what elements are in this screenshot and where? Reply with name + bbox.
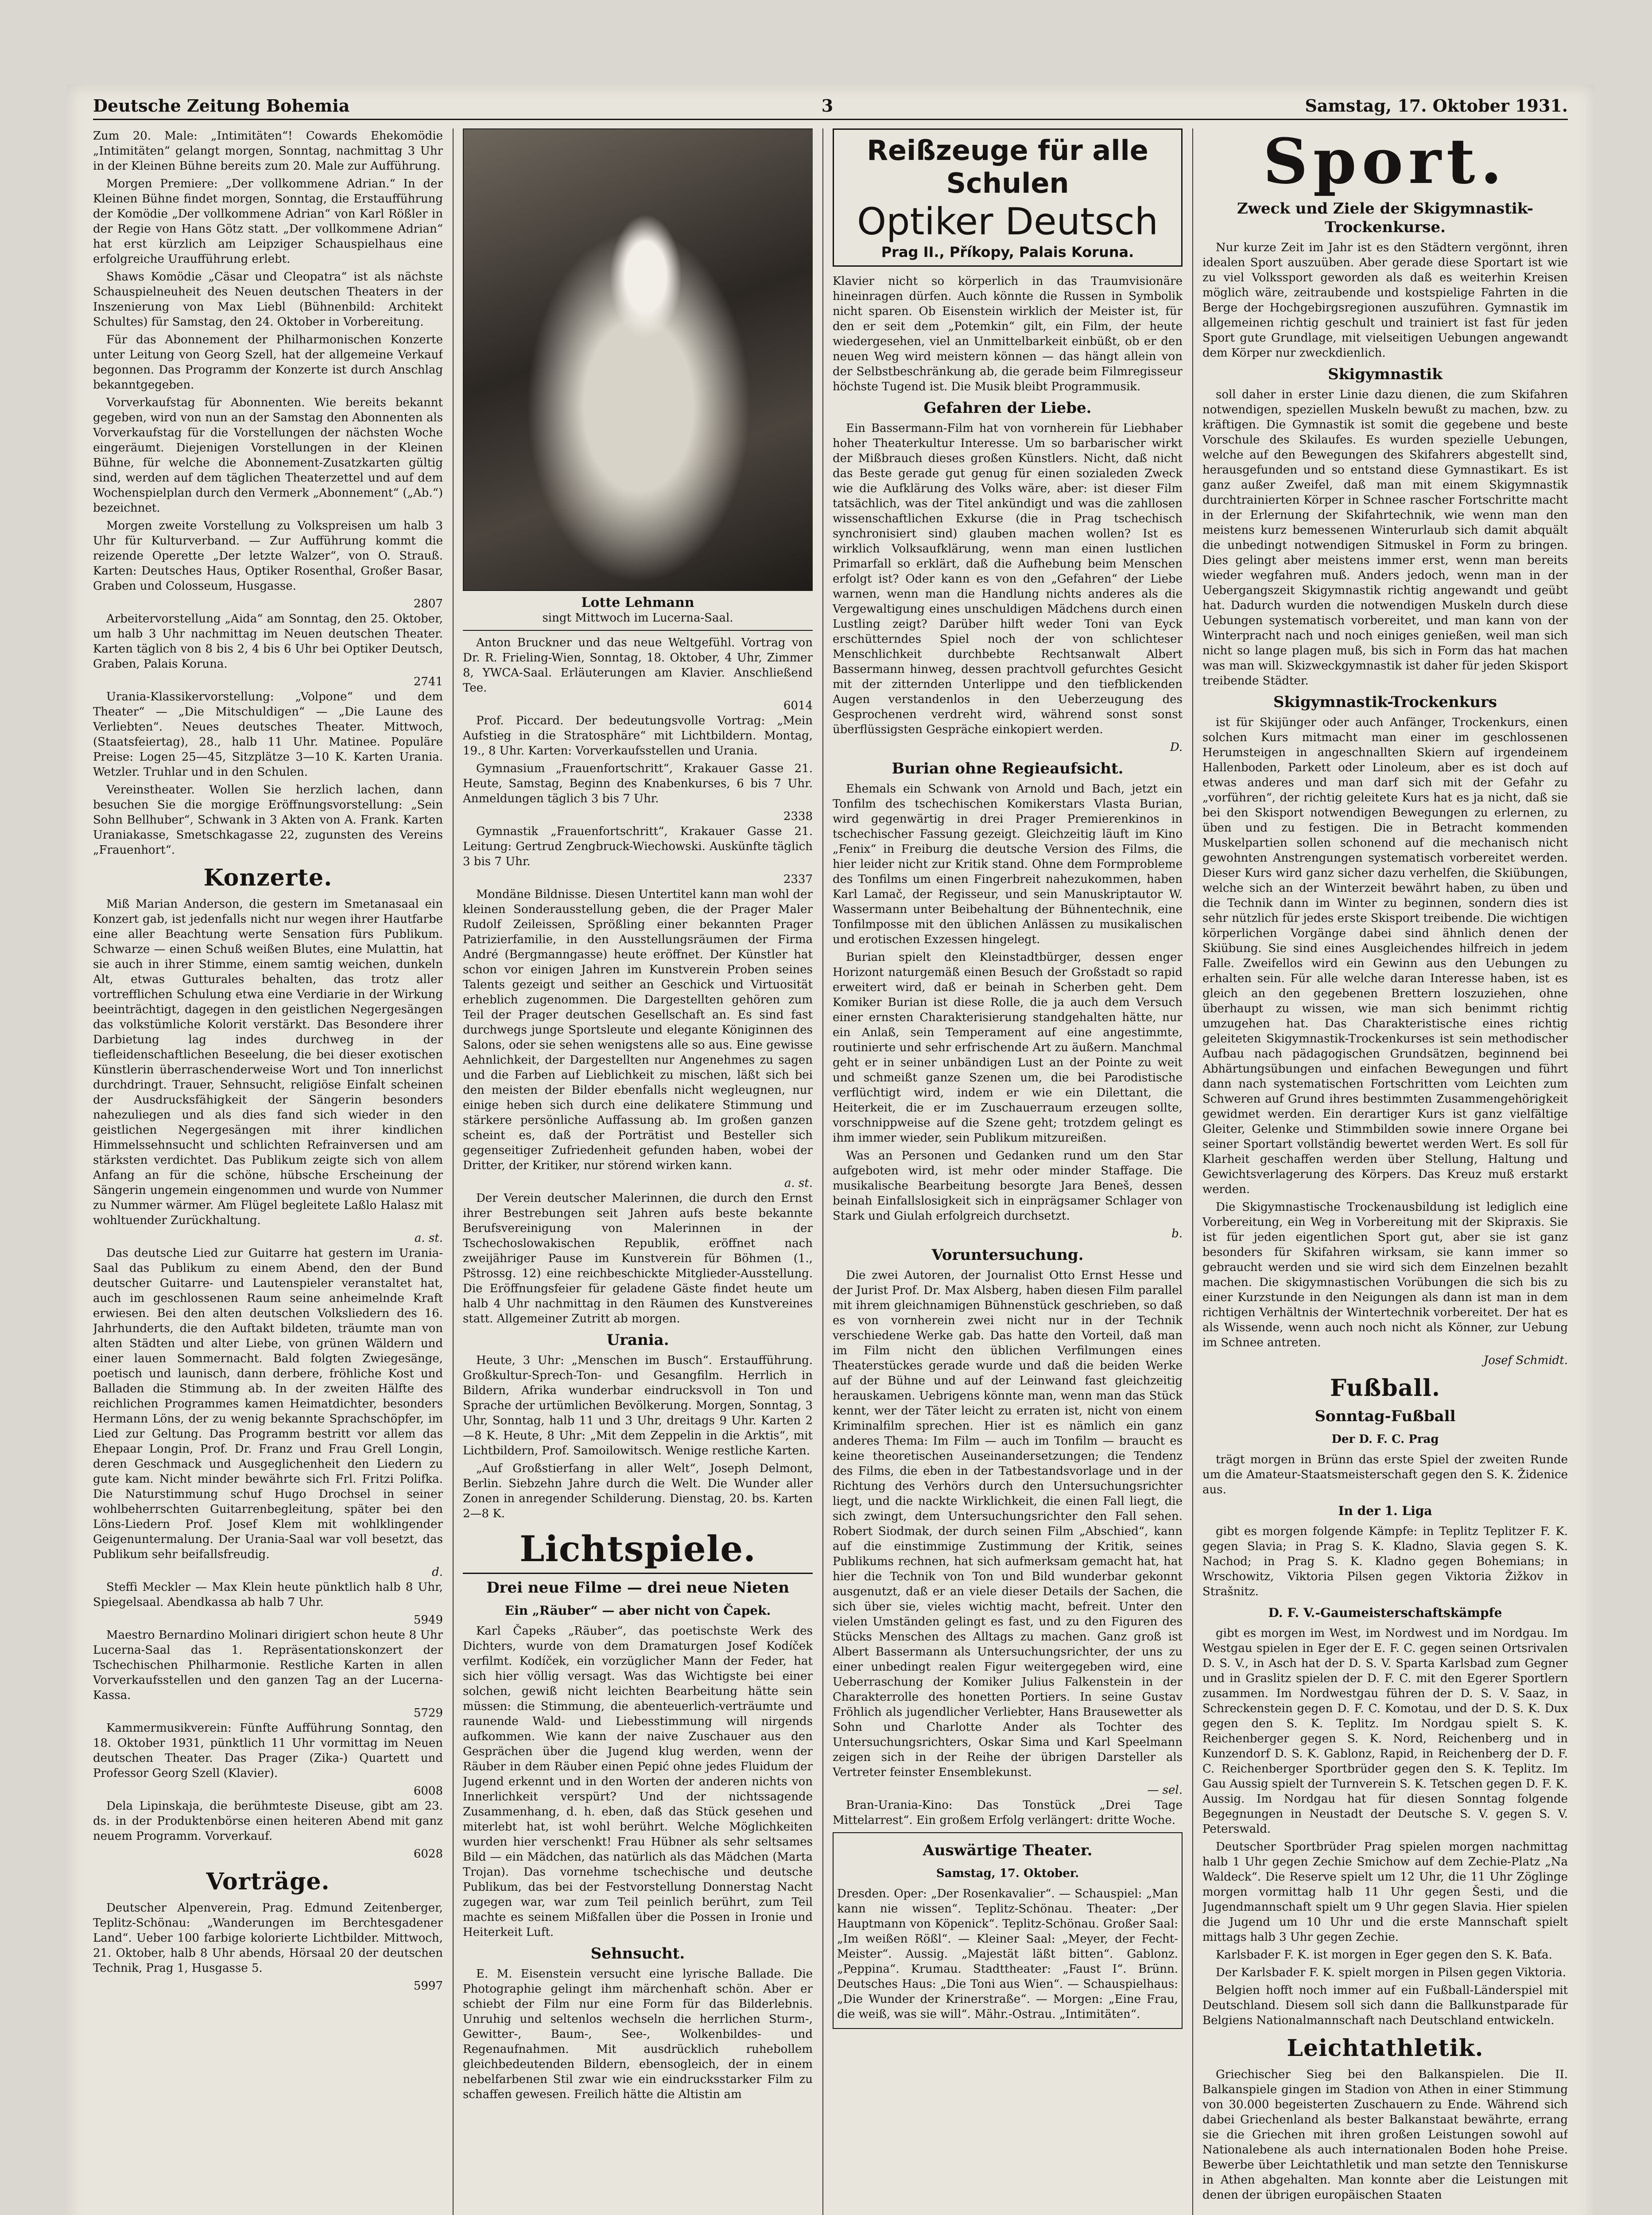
article-liga: gibt es morgen folgende Kämpfe: in Teplitz Teplitzer F. K. gegen Slavia; in Prag S. K. Kladno, Slavia gegen S. K. Nachod; in Prag S. K. Kladno gegen Bohemians; in Wrschowitz, Viktoria Pilsen gegen Viktoria Žižkov in Strašnitz.	[1202, 1525, 1568, 1598]
article-alpenverein: Deutscher Alpenverein, Prag. Edmund Zeitenberger, Teplitz-Schönau: „Wanderungen im Berchtesgadener Land“. Ueber 100 farbige kolorierte Lichtbilder. Mittwoch, 21. Oktober, halb 8 Uhr abends, Hörsaal 20 der deutschen Technik, Prag 1, Husgasse 5.	[93, 1901, 443, 1975]
ref-number: 6014	[783, 699, 813, 712]
signature: b.	[1171, 1227, 1183, 1240]
column-3	[833, 128, 1183, 2215]
article-burian-3: Was an Personen und Gedanken rund um den Star aufgeboten wird, ist mehr oder minder Staffage. Die musikalische Bearbeitung besorgte Jara Beneš, dessen beinah Einfallslosigkeit sich in einprägsamer Schlager von Stark und Giulah erfolgreich durchsetzt.	[833, 1149, 1183, 1223]
masthead-paper-name: Deutsche Zeitung Bohemia	[93, 95, 350, 116]
ref-number: 6008	[413, 1784, 443, 1798]
article-balkanspiele: Griechischer Sieg bei den Balkanspielen. Die II. Balkanspiele gingen im Stadion von Athen in einer Stimmung von 30.000 begeisterten Zuschauern zu Ende. Während sich dabei Griechenland als bester Balkanstaat bewährte, errang sie die Griechen mit ihren großen Leistungen sowohl auf Nationalebene als auch internationalen Boden hohe Preise. Bewerbe über Leichtathletik und man setzte den Tenniskurse in Athen abgehalten. Man konnte aber die Leistungen mit denen der übrigen europäischen Staaten	[1202, 2068, 1568, 2202]
masthead	[93, 92, 1568, 120]
section-heading-leichtathletik: Leichtathletik.	[1287, 2035, 1484, 2062]
column-2	[463, 128, 813, 2215]
article-bran-urania: Bran-Urania-Kino: Das Tonstück „Drei Tage Mittelarrest“. Ein großem Erfolg verlängert: dritte Woche.	[833, 1799, 1183, 1827]
subheading-trockenkurs: Skigymnastik-Trockenkurs	[1273, 693, 1497, 711]
article-meckler: Steffi Meckler — Max Klein heute pünktlich halb 8 Uhr, Spiegelsaal. Abendkassa ab halb 7 Uhr.	[93, 1581, 443, 1609]
article-raeuber: Karl Čapeks „Räuber“, das poetischste Werk des Dichters, wurde von dem Dramaturgen Josef Kodíček verfilmt. Kodíček, ein vorzüglicher Mann der Feder, hat sich hier völlig versagt. Was das Wichtigste bei einer solchen, gewiß nicht leichten Bearbeitung hätte sein müssen: die Stimmung, die abenteuerlich-verträumte und raunende Wald- und Liebesstimmung will nirgends aufkommen. Wie kann der naive Zuschauer aus den Gesprächen über die Jugend klug werden, wenn der Räuber in dem Räuber einen Pepić ohne jedes Fluidum der Jugend erkennt und in den Worten der anderen nichts von Innerlichkeit verspürt? Und der nichtssagende Zusammenhang, d. h. eben, daß das Stück gesehen und miterlebt hat, ist wohl berührt. Welche Möglichkeiten wurden hier verschenkt! Frau Hübner als sehr seltsames Bild — ein Mädchen, das natürlich als das Mädchen (Marta Trojan). Das vornehme tschechische und deutsche Publikum, das bei der Festvorstellung Donnerstag Nacht zugegen war, war zum Teil peinlich berührt, zum Teil machte es seinem Mißfallen über die Possen in Ironie und Heiterkeit Luft.	[463, 1624, 813, 1939]
ref-number: 5949	[413, 1613, 443, 1627]
article-sehnsucht-cont: Klavier nicht so körperlich in das Traumvisionäre hineinragen dürfen. Auch könnte die Russen in Symbolik nicht sparen. Ob Eisenstein wirklich der Meister ist, für den er seit dem „Potemkin“ gilt, ein Film, der heute wiedergesehen, viel an Unmittelbarkeit einbüßt, ob er den neuen Weg wird meistern können — das hängt allein von der Selbstbeschränkung ab, die gerade beim Filmregisseur höchste Tugend ist. Die Musik bleibt Programmusik.	[833, 275, 1183, 393]
photo-caption-name: Lotte Lehmann	[581, 595, 694, 610]
ad-headline: Reißzeuge für alle Schulen	[867, 134, 1148, 199]
box-title: Auswärtige Theater.	[923, 1842, 1093, 1859]
subheading-gaumeister: D. F. V.-Gaumeisterschaftskämpfe	[1268, 1605, 1502, 1620]
article-urania-stierfang: „Auf Großstierfang in aller Welt“, Joseph Delmont, Berlin. Siebzehn Jahre durch die Welt. Die Wunder aller Zonen in anregender Schilderung. Dienstag, 20. bs. Karten 2—8 K.	[463, 1462, 813, 1520]
column-rule	[453, 128, 454, 2215]
subheading-dfc: Der D. F. C. Prag	[1331, 1433, 1439, 1446]
article-karlsbad-2: Der Karlsbader F. K. spielt morgen in Pilsen gegen Viktoria.	[1216, 1966, 1567, 1979]
article-guitarre: Das deutsche Lied zur Guitarre hat gestern im Urania-Saal das Publikum zu einem Abend, den der Bund deutscher Guitarre- und Lautenspieler veranstaltet hat, auch im geschlossenen Raum seine anheimelnde Kraft erwiesen. Bei den alten deutschen Volksliedern des 16. Jahrhunderts, die den Auftakt bildeten, träumte man von alten Städten und alter Liebe, von grünen Wäldern und einer lauen Sommernacht. Bald folgten Zwiegesänge, poetisch und launisch, dann derbere, fröhliche Kost und Balladen die Stimmung ab. In der zweiten Hälfte des reichlichen Programmes kamen Heimatdichter, besonders Hermann Löns, der zu wenig bekannte Sprachschöpfer, im Lied zur Geltung. Das Programm bestritt vor allem das Ehepaar Longin, Prof. Dr. Franz und Frau Grell Longin, deren Geschmack und Ausgeglichenheit den Liedern zu gute kam. Nicht minder bewährte sich Frl. Fritzi Polifka. Die Naturstimmung schuf Hugo Drochsel in seiner wohlbeherrschten Guitarrenbegleitung, später bei den Löns-Liedern Prof. Josef Klem mit wohlklingender Geigenuntermalung. Der Urania-Saal war voll besetzt, das Publikum sehr beifallsfreudig.	[93, 1247, 443, 1561]
article-vereinstheater: Vereinstheater. Wollen Sie herzlich lachen, dann besuchen Sie die morgige Eröffnungsvorstellung: „Sein Sohn Bellhuber“, Schwank in 3 Akten von A. Frank. Karten Uraniakasse, Smetschkagasse 22, zugunsten des Vereins „Frauenhort“.	[93, 783, 443, 857]
article-anderson: Miß Marian Anderson, die gestern im Smetanasaal ein Konzert gab, ist jedenfalls nicht nur wegen ihrer Hautfarbe eine aller Beachtung werte Sensation fürs Publikum. Schwarze — einen Schuß weißen Blutes, eine Mulattin, hat sie auch in ihrer Stimme, einem samtig weichen, dunkeln Alt, etwas Gutturales behalten, das trotz aller vortrefflichen Schulung etwa eine Verdiarie in der Wirkung beeinträchtigt, dagegen in den geistlichen Negergesängen das volkstümliche Kolorit verstärkt. Das Besondere ihrer Darbietung lag indes durchweg in der tiefleidenschaftlichen Beseelung, die bei dieser exotischen Künstlerin überraschenderweise Wort und Ton innerlichst durchdringt. Trauer, Sehnsucht, religiöse Einfalt scheinen der Ausdrucksfähigkeit der Sängerin besonders nahezuliegen und als dies fand sich wieder in den geistlichen Negergesängen mit ihrer kindlichen Himmelssehnsucht und schlichten Refrainversen und am stärksten verdichtet. Das Publikum zeigte sich von allem Anfang an für die schöne, hübsche Erscheinung der Sängerin ungemein eingenommen und wurde von Nummer zu Nummer wärmer. Am Flügel begleitete Laßlo Halasz mit wohltuender Zurückhaltung.	[93, 898, 443, 1227]
signature: D.	[1170, 741, 1183, 754]
ref-number: 5729	[413, 1706, 443, 1720]
section-heading-konzerte: Konzerte.	[203, 864, 333, 891]
article-ski-main: soll daher in erster Linie dazu dienen, die zum Skifahren notwendigen, speziellen Muskeln bewußt zu machen, bzw. zu kräftigen. Die Gymnastik ist somit die gegebene und beste Vorschule des Skilaufes. Es wurden spezielle Uebungen, welche auf den Bewegungen des Skifahrers abgestellt sind, herausgefunden und so entstand diese Gymnastikart. Es ist ganz außer Zweifel, daß man mit einem Skigymnastik durchtrainierten Körper in Schnee rascher Fortschritte macht in der Erlernung der Skifahrtechnik, wie wenn man den meistens kurz bemessenen Winterurlaub sich damit abquält die unbedingt notwendigen Sitmuskel in Form zu bringen. Dies gelingt aber meistens immer erst, wenn man bereits wieder wegfahren muß. Anders jedoch, wenn man in der Uebergangszeit Skigymnastik richtig angewandt und geübt hat. Dadurch wurden die notwendigen Muskeln durch diese Uebungen systematisch vorbereitet, und man kann von der Winterpracht nach und noch einiges genießen, weil man sich nicht so lange plagen muß, bis sich in Form das hat machen was man will. Skizweckgymnastik ist daher für jeden Skisport treibende Städter.	[1202, 388, 1568, 688]
article-belgien: Belgien hofft noch immer auf ein Fußball-Länderspiel mit Deutschland. Diesem soll sich dann die Ballkunstparade für Belgiens Nationalmannschaft nach Deutschland entwickeln.	[1202, 1984, 1568, 2027]
signature: a. st.	[414, 1232, 443, 1245]
signature: d.	[432, 1566, 443, 1579]
ref-number: 2741	[413, 675, 443, 688]
article-trockenkurs: ist für Skijünger oder auch Anfänger, Trockenkurs, einen solchen Kurs mitmacht man einer im geschlossenen Herumsteigen in angeschnallten Skiern auf irgendeinem Hallenboden, Parkett oder Linoleum, aber es ist doch auf etwas anderes und man darf sich mit der Gefahr zu „vorführen“, der richtig geleitete Kurs hat es ja nicht, daß sie bei den Skisport notwendigen Bewegungen zu erlernen, zu üben und zu festigen. Die in Betracht kommenden Muskelpartien sollen schonend auf die mechanisch nicht gewohnten Anstrengungen systematisch vorbereitet werden. Dieser Kurs wird ganz sicher dazu verhelfen, die Skiübungen, welche sich an der Winterzeit bewährt haben, zu üben und die Technik dann im Winter zu beginnen, sondern dies ist sehr nützlich für jedes erste Skisport treibende. Die wichtigen körperlichen Vorgänge dabei sind ähnlich denen der Skiübung. Sie sind eines Ausgleichendes hilfreich in jedem Falle. Zweifellos wird ein Gewinn aus den Uebungen zu erhalten sein. Für alle welche daran Interesse haben, ist es gleich an den gegebenen Brettern loszuziehen, ohne überhaupt zu wissen, wie man sich benimmt richtig umzugehen hat. Das Charakteristische eines richtig geleiteten Skigymnastik-Trockenkurses ist sein methodischer Aufbau nach pädagogischen Grundsätzen, beginnend bei Abhärtungsübungen und einfachen Bewegungen und führt dann nach systematischen Fortschritten vom Leichten zum Schweren auf Grund ihres bestimmten Zusammengehörigkeit gewidmet werden. Ein derartiger Kurs ist ganz vielfältige Gleiter, Gelenke und Stimmbilden sowie innere Organe bei seiner Sportart vollständig bewertet werden Wert. Es soll für Klarheit geschaffen werden über Stellung, Haltung und Gewichtsverlagerung des Körpers. Das Kreuz muß erstarkt werden.	[1202, 716, 1568, 1196]
section-heading-urania: Urania.	[606, 1331, 669, 1349]
article-burian-2: Burian spielt den Kleinstadtbürger, dessen enger Horizont naturgemäß einen Besuch der Großstadt so rapid erweitert wird, daß er beinah in Scherben geht. Dem Komiker Burian ist diese Rolle, die ja auch dem Versuch einer ernsten Charakterisierung standgehalten hätte, nur ein Anlaß, sein Temperament auf eine angestimmte, routinierte und sehr erfrischende Art zu äußern. Manchmal geht er in seiner unbändigen Lust an der Pointe zu weit und schmeißt ganze Szenen um, die bei Parodistische verflüchtigt wird, indem er wie ein Dilettant, die Heiterkeit, die er im Zuschauerraum erzeugen sollte, vorschnippweise auf die Szene geht; trotzdem gelingt es ihm immer wieder, sein Publikum mitzureißen.	[833, 951, 1183, 1145]
subheading-skigymnastik: Skigymnastik	[1328, 365, 1443, 383]
article-mondaene-bildnisse: Mondäne Bildnisse. Diesen Untertitel kann man wohl der kleinen Sonderausstellung geben, die der Prager Maler Rudolf Zeileissen, Sprößling einer bekannten Prager Patrizierfamilie, in den Ausstellungsräumen der Firma André (Bergmanngasse) heute eröffnet. Der Künstler hat schon vor einigen Jahren im Kunstverein Proben seines Talents gezeigt und seither an Geschick und Virtuosität erheblich zugenommen. Die Dargestellten gehören zum Teil der Prager deutschen Gesellschaft an. Es sind fast durchwegs junge Sportsleute und elegante Königinnen des Salons, oder sie sehen wenigstens alle so aus. Eine gewisse Aehnlichkeit, der Dargestellten nur Angenehmes zu sagen und die Farben auf Lieblichkeit zu mischen, läßt sich bei den meisten der Bilder ebenfalls nicht wegleugnen, nur einige heben sich durch eine delikatere Stimmung und stärkere persönliche Auffassung ab. Im großen ganzen scheint es, daß der Porträtist und Besteller sich gegenseitiger Zufriedenheit gefunden haben, wobei der Dritter, der Kritiker, nur störend wirken kann.	[463, 888, 813, 1172]
subheading-drei-filme: Drei neue Filme — drei neue Nieten	[486, 1579, 789, 1597]
box-date: Samstag, 17. Oktober.	[936, 1867, 1079, 1880]
article-gymnastik: Gymnastik „Frauenfortschritt“, Krakauer Gasse 21. Leitung: Gertrud Zengbruck-Wiechowski. Auskünfte täglich 3 bis 7 Uhr.	[463, 825, 813, 868]
subheading-sonntag-fussball: Sonntag-Fußball	[1315, 1407, 1456, 1425]
article-malerinnen: Der Verein deutscher Malerinnen, die durch den Ernst ihrer Bestrebungen seit Jahren aufs beste bekannte Berufsvereinigung von Malerinnen in der Tschechoslowakischen Republik, eröffnet nach zweijähriger Pause im Kunstverein für Böhmen (1., Pštrossg. 12) eine reichbeschickte Mitglieder-Ausstellung. Die Eröffnungsfeier für geladene Gäste findet heute um halb 4 Uhr nachmittag in den Räumen des Kunstvereines statt. Allgemeiner Zutritt ab morgen.	[463, 1192, 813, 1325]
subheading-raeuber: Ein „Räuber“ — aber nicht von Čapek.	[504, 1603, 771, 1618]
article-dfc: trägt morgen in Brünn das erste Spiel der zweiten Runde um die Amateur-Staatsmeisterschaft gegen den S. K. Židenice aus.	[1202, 1453, 1568, 1496]
article-molinari: Maestro Bernardino Molinari dirigiert schon heute 8 Uhr Lucerna-Saal das 1. Repräsentationskonzert der Tschechischen Philharmonie. Restliche Karten in allen Vorverkaufsstellen und den ganzen Tag an der Lucerna-Kassa.	[93, 1628, 443, 1702]
signature: — sel.	[1147, 1784, 1183, 1797]
article-sehnsucht: E. M. Eisenstein versucht eine lyrische Ballade. Die Photographie gelingt ihm märchenhaft schön. Aber er schiebt der Film nur eine Form für das Bilderlebnis. Unruhig und seltenlos wechseln die herrlichen Sturm-, Gewitter-, Baum-, See-, Wolkenbildes- und Regenaufnahmen. Mit ausdrücklich ruhebollem gleichbedeutenden Bildern, ebensogleich, der in einem nebelfarbenen Stil zwar wie ein eindrucksstarker Film zu schaffen gewesen. Freilich hätte die Altistin am	[463, 1967, 813, 2101]
article-gymnasium: Gymnasium „Frauenfortschritt“, Krakauer Gasse 21. Heute, Samstag, Beginn des Knabenkurses, 6 bis 7 Uhr. Anmeldungen täglich 3 bis 7 Uhr.	[463, 762, 813, 805]
article-sportbrueder: Deutscher Sportbrüder Prag spielen morgen nachmittag halb 1 Uhr gegen Zechie Smichow auf dem Zechie-Platz „Na Waldeck“. Die Reserve spielt um 12 Uhr, die 11 Uhr Zöglinge morgen vormittag halb 11 Uhr gegen Šesti, und die Jugendmannschaft spielt um 9 Uhr gegen Slavia. Hier spielen die Jugend um 10 Uhr und die erste Mannschaft spielt mittags halb 3 Uhr gegen Zechie.	[1202, 1840, 1568, 1944]
signature: a. st.	[784, 1177, 813, 1190]
article-adrian: Morgen Premiere: „Der vollkommene Adrian.“ In der Kleinen Bühne findet morgen, Sonntag, die Erstaufführung der Komödie „Der vollkommene Adrian“ von Karl Rößler in der Regie von Hans Götz statt. „Der vollkommene Adrian“ hat erst kürzlich am Leipziger Schauspielhaus eine erfolgreiche Uraufführung erlebt.	[93, 177, 443, 266]
box-auswaertige-theater	[833, 1832, 1183, 2029]
subheading-skigymnastik-zweck: Zweck und Ziele der Skigymnastik-Trockenkurse.	[1237, 200, 1534, 236]
article-bruckner: Anton Bruckner und das neue Weltgefühl. Vortrag von Dr. R. Frieling-Wien, Sonntag, 18. Oktober, 4 Uhr, Zimmer 8, YWCA-Saal. Erläuterungen am Klavier. Anschließend Tee.	[463, 636, 813, 695]
ref-number: 2807	[413, 597, 443, 610]
subheading-sehnsucht: Sehnsucht.	[590, 1945, 685, 1962]
section-heading-fussball: Fußball.	[1330, 1375, 1440, 1402]
article-aida: Arbeitervorstellung „Aida“ am Sonntag, den 25. Oktober, um halb 3 Uhr nachmittag im Neuen deutschen Theater. Karten täglich von 8 bis 2, 4 bis 6 Uhr bei Optiker Deutsch, Graben, Palais Koruna.	[93, 612, 443, 671]
article-lipinskaja: Dela Lipinskaja, die berühmteste Diseuse, gibt am 23. ds. in der Produktenbörse einen heiteren Abend mit ganz neuem Programm. Vorverkauf.	[93, 1799, 443, 1843]
article-caesar: Shaws Komödie „Cäsar und Cleopatra“ ist als nächste Schauspielneuheit des Neuen deutschen Theaters in der Inszenierung von Max Liebl (Bühnenbild: Architekt Schultes) für Samstag, den 24. Oktober in Vorbereitung.	[93, 270, 443, 329]
article-burian-1: Ehemals ein Schwank von Arnold und Bach, jetzt ein Tonfilm des tschechischen Komikerstars Vlasta Burian, wird gegenwärtig in drei Prager Premierenkinos in tschechischer Fassung gezeigt. Gleichzeitig läuft im Kino „Fenix“ in Freiburg die deutsche Version des Films, die hier leider nicht zur Kritik stand. Ohne dem Formprobleme des Tonfilms um einen Fingerbreit nahezukommen, haben Karl Lamač, der Regisseur, und sein Manuskriptautor W. Wassermann unter Beibehaltung der Bühnentechnik, eine Tonfilmposse mit den üblichen Anlässen zu musikalischen und erotischen Exzessen hingelegt.	[833, 782, 1183, 946]
article-piccard: Prof. Piccard. Der bedeutungsvolle Vortrag: „Mein Aufstieg in die Stratosphäre“ mit Lichtbildern. Montag, 19., 8 Uhr. Karten: Vorverkaufsstellen und Urania.	[463, 714, 813, 758]
article-volkspreise: Morgen zweite Vorstellung zu Volkspreisen um halb 3 Uhr für Kulturverband. — Zur Aufführung kommt die reizende Operette „Der letzte Walzer“, von O. Strauß. Karten: Deutsches Haus, Optiker Rosenthal, Großer Basar, Graben und Colosseum, Husgasse.	[93, 519, 443, 593]
article-gaumeister: gibt es morgen im West, im Nordwest und im Nordgau. Im Westgau spielen in Eger der E. F. C. gegen seinen Ortsrivalen D. S. V., in Asch hat der D. S. V. Sparta Karlsbad zum Gegner und in Graslitz spielen der D. F. C. mit den Egerer Sportlern zusammen. Im Nordwestgau führen der D. S. V. Saaz, in Schreckenstein gegen D. F. C. Komotau, und der D. S. K. Dux gegen den S. K. Teplitz. Im Nordgau spielt S. K. Reichenberger gegen S. K. Nord, Reichenberg und in Kunzendorf D. S. K. Gablonz, Rapid, in Reichenberg der D. F. C. Reichenberger Sportbrüder gegen den S. K. Teplitz. Im Gau Aussig spielt der Turnverein S. K. Tetschen gegen D. F. K. Aussig. Im Nordgau hat für diesen Sonntag folgende Begegnungen in Neustadt der Deutsche S. V. gegen S. V. Peterswald.	[1202, 1627, 1568, 1836]
ref-number: 2337	[783, 873, 813, 886]
article-karlsbad-1: Karlsbader F. K. ist morgen in Eger gegen den S. K. Baťa.	[1216, 1948, 1552, 1962]
signature: Josef Schmidt.	[1483, 1354, 1568, 1367]
photo-caption-text: singt Mittwoch im Lucerna-Saal.	[463, 610, 813, 631]
ref-number: 2338	[783, 810, 813, 823]
column-rule	[822, 128, 823, 2215]
masthead-date: Samstag, 17. Oktober 1931.	[1305, 95, 1568, 116]
ref-number: 6028	[413, 1847, 443, 1861]
section-heading-sport: Sport.	[1263, 128, 1508, 198]
newspaper-page	[66, 84, 1594, 2215]
ad-address: Prag II., Příkopy, Palais Koruna.	[881, 244, 1134, 260]
article-trockenkurs-2: Die Skigymnastische Trockenausbildung ist lediglich eine Vorbereitung, ein Weg in Vorbereitung mit der Skipraxis. Sie ist für jeden eigentlichen Sport gut, aber sie ist ganz besonders für Skifahren wirksam, sie kann immer so gebraucht werden und sie wird sich dem Einzelnen bezahlt machen. Die skigymnastischen Vorübungen die sich bis zu einer Kurzstunde in den Neigungen als dann ist man in dem richtigen Verhältnis der Wintertechnik vorbereitet. Der hat es als Wissende, wenn auch noch nicht als Könner, zur Uebung im Schnee antreten.	[1202, 1201, 1568, 1349]
box-text: Dresden. Oper: „Der Rosenkavalier“. — Schauspiel: „Man kann nie wissen“. Teplitz-Schönau. Theater: „Der Hauptmann von Köpenick“. Teplitz-Schönau. Großer Saal: „Im weißen Rößl“. — Kleiner Saal: „Meyer, der Fecht-Meister“. Aussig. „Majestät läßt bitten“. Gablonz. „Peppina“. Krumau. Stadttheater: „Faust I“. Brünn. Deutsches Haus: „Die Toni aus Wien“. — Schauspielhaus: „Die Wunder der Krinerstraße“. — Morgen: „Eine Frau, die weiß, was sie will“. Mähr.-Ostrau. „Intimitäten“.	[837, 1887, 1178, 2021]
article-kammermusik: Kammermusikverein: Fünfte Aufführung Sonntag, den 18. Oktober 1931, pünktlich 11 Uhr vormittag im Neuen deutschen Theater. Das Prager (Zika-) Quartett und Professor Georg Szell (Klavier).	[93, 1721, 443, 1780]
column-rule	[1192, 128, 1193, 2215]
article-gefahren: Ein Bassermann-Film hat von vornherein für Liebhaber hoher Theaterkultur Interesse. Um so barbarischer wirkt der Mißbrauch dieses großen Künstlers. Nicht, daß nicht das Beste gerade gut genug für einen sozialeden Zweck wie die Aufklärung des Volks wäre, aber: ist dieser Film tatsächlich, was der Titel ankündigt und was die zahllosen wissenschaftlichen Exkurse (die in Prag tschechisch synchronisiert sind) glauben machen wollen? Ist es wirklich Volksaufklärung, wenn man einen lustlichen Primarfall so erklärt, daß die Aufhebung beim Menschen erfolgt ist? Oder kann es von den „Gefahren“ der Liebe warnen, wenn man die Handlung nichts anderes als die Vergewaltigung eines unschuldigen Mädchens durch einen Lustling zeigt? Darüber hilft weder Toni van Eyck erschütterndes Spiel noch der von schlichteser Menschlichkeit durchbebte Rechtsanwalt Albert Bassermann hinweg, dessen prachtvoll gefurchtes Gesicht mit der zitternden Unterlippe und den tiefblickenden Augen verstandenlos in den Ueberzeugung des Gesprochenen verdreht wird, während sonst sonst überflüssigsten Gespräche einkopiert werden.	[833, 422, 1183, 736]
column-4	[1202, 128, 1568, 2215]
section-heading-lichtspiele: Lichtspiele.	[463, 1527, 813, 1574]
advertisement-optiker	[833, 128, 1183, 267]
article-urania-busch: Heute, 3 Uhr: „Menschen im Busch“. Erstaufführung. Großkultur-Sprech-Ton- und Gesangfilm. Herrlich in Bildern, Afrika wunderbar eindrucksvoll in Ton und Sprache der urtümlichen Bevölkerung. Morgen, Sonntag, 3 Uhr, Sonntag, halb 11 und 3 Uhr, dreitags 9 Uhr. Karten 2—8 K. Heute, 8 Uhr: „Mit dem Zeppelin in die Arktis“, mit Lichtbildern, Prof. Samoilowitsch. Wenige restliche Karten.	[463, 1354, 813, 1457]
subheading-burian: Burian ohne Regieaufsicht.	[892, 760, 1124, 777]
column-1	[93, 128, 443, 2215]
subheading-voruntersuchung: Voruntersuchung.	[931, 1246, 1084, 1264]
article-philharmonie: Für das Abonnement der Philharmonischen Konzerte unter Leitung von Georg Szell, hat der allgemeine Verkauf begonnen. Das Programm der Konzerte ist durch Anschlag bekanntgegeben.	[93, 333, 443, 392]
ref-number: 5997	[413, 1979, 443, 1993]
article-vorverkauf: Vorverkaufstag für Abonnenten. Wie bereits bekannt gegeben, wird von nun an der Samstag den Abonnenten als Vorverkaufstag für die Vorstellungen der nächsten Woche eingeräumt. Diejenigen Vorstellungen in der Kleinen Bühne, für welche die Abonnement-Zusatzkarten gültig sind, werden auf dem täglichen Theaterzettel und auf dem Wochenspielplan durch den Vermerk „Abonnement“ („Ab.“) bezeichnet.	[93, 396, 443, 515]
article-voruntersuchung: Die zwei Autoren, der Journalist Otto Ernst Hesse und der Jurist Prof. Dr. Max Alsberg, haben diesen Film parallel mit ihrem gleichnamigen Bühnenstück geschrieben, so daß es von vornherein zwei nicht nur in der Technik verschiedene Werke gab. Das hatte den Vorteil, daß man im Film nicht den üblichen Verfilmungen eines Theaterstückes gerade wurde und daß die beiden Werke auf der Bühne und auf der Leinwand fast gleichzeitig herauskamen. Uebrigens könnte man, wenn man das Stück kennt, wer der Täter leicht zu erraten ist, nicht von einem Kriminalfilm sprechen. Hier ist es nämlich ein ganz anderes Thema: Im Film — auch im Tonfilm — braucht es keine theoretischen Auseinandersetzungen; die Tendenz des Films, die eben in der Tatbestandsvorlage und in der Richtung des Verhörs durch den Untersuchungsrichter liegt, und die nackte Wirklichkeit, die einen Fall liegt, die sich zwingt, dem Untersuchungsrichter den Fall sehen. Robert Siodmak, der durch seinen Film „Abschied“, kann auf die einstimmige Zustimmung der Kritik, seines Publikums rechnen, hat sich aufmerksam gemacht hat, hat hier die Technik von Ton und Bild wunderbar gekonnt ausgenutzt, daß er an viele dieser Details der Sachen, die sich über sie, vieles wichtig macht, befreit. Unter den vielen Umständen gelingt es fast, und zu den Figuren des Stücks Menschen des Alltags zu machen. Ganz groß ist Albert Bassermann als Untersuchungsrichter, der uns zu einer unbedingt realen Figur weitergegeben wird, eine Ueberraschung der Komiker Julius Falkenstein in der Charakterrolle des honetten Portiers. In seine Gustav Fröhlich als jugendlicher Verliebter, Hans Brausewetter als Sohn und Charlotte Ander als Tochter des Untersuchungsrichters, Oskar Sima und Karl Speelmann zeigen sich in der Reihe der übrigen Darsteller als Vertreter feinster Ensemblekunst.	[833, 1269, 1183, 1779]
article-intimitaeten: Zum 20. Male: „Intimitäten“! Cowards Ehekomödie „Intimitäten“ gelangt morgen, Sonntag, nachmittag 3 Uhr in der Kleinen Bühne bereits zum 20. Male zur Aufführung.	[93, 129, 443, 173]
section-heading-vortraege: Vorträge.	[206, 1868, 330, 1895]
article-ski-intro: Nur kurze Zeit im Jahr ist es den Städtern vergönnt, ihren idealen Sport auszuüben. Aber gerade diese Sportart ist wie zu viel Volkssport geworden als daß es weiterhin Kreisen möglich wäre, zeitraubende und kostspielige Fahrten in die Berge der Hochgebirgsregionen auszuführen. Gymnastik im allgemeinen richtig geschult und trainiert ist fast für jeden Sport gute Grundlage, mit vielseitigen Uebungen angewandt dem Körper nur zweckdienlich.	[1202, 241, 1568, 360]
ad-company: Optiker Deutsch	[857, 200, 1158, 243]
article-urania-klassiker: Urania-Klassikervorstellung: „Volpone“ und dem Theater“ — „Die Mitschuldigen“ — „Die Laune des Verliebten“. Neues deutsches Theater. Mittwoch, (Staatsfeiertag), 28., halb 11 Uhr. Matinee. Populäre Preise: Logen 25—45, Sitzplätze 3—10 K. Karten Urania. Wetzler. Truhlar und in den Schulen.	[93, 690, 443, 779]
subheading-liga: In der 1. Liga	[1338, 1504, 1432, 1518]
portrait-photo	[463, 128, 813, 591]
masthead-page-number: 3	[821, 95, 834, 116]
subheading-gefahren: Gefahren der Liebe.	[923, 399, 1092, 417]
